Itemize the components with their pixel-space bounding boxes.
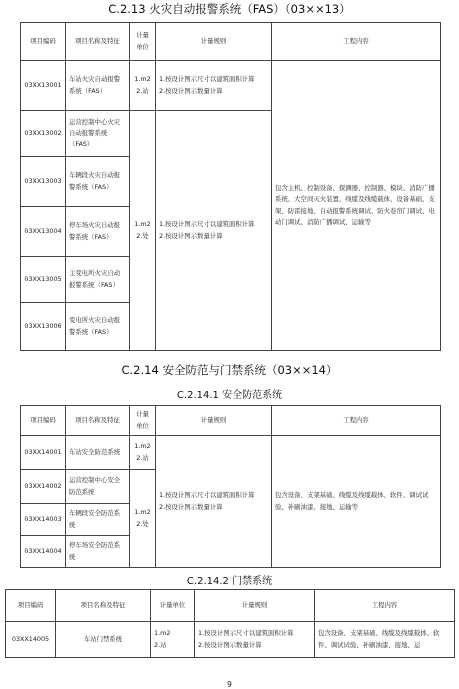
item-name: 车站安全防范系统 (66, 436, 130, 470)
subsection-title-security: C.2.14.1 安全防范系统 (176, 390, 283, 401)
access-control-table (5, 589, 455, 658)
item-name: 停车场火灾自动报警系统（FAS） (66, 207, 130, 257)
item-code: 03XX14002 (21, 470, 66, 504)
item-name: 主变电所火灾自动报警系统（FAS） (66, 257, 130, 303)
item-code: 03XX13001 (21, 61, 66, 111)
item-unit: 1.m2 2.处 (130, 470, 156, 568)
item-rule: 1.按设计图示尺寸以建筑面积计算 2.按设计图示数量计算 (195, 622, 315, 658)
header-unit: 计量单位 (151, 590, 195, 622)
item-code: 03XX13003 (21, 157, 66, 207)
table-row (6, 622, 455, 658)
header-name: 项目名称及特征 (66, 406, 130, 436)
item-name: 车站火灾自动报警系统（FAS） (66, 61, 130, 111)
item-name: 运营控制中心火灾自动报警系统（FAS） (66, 111, 130, 157)
item-content: 包含设备、支架基础、线缆及线缆载体、软件、调试试验、补刷油漆、接地、运 (315, 622, 455, 658)
item-code: 03XX13006 (21, 303, 66, 351)
header-content: 工程内容 (315, 590, 455, 622)
item-code: 03XX14003 (21, 504, 66, 536)
item-code: 03XX14001 (21, 436, 66, 470)
header-unit: 计量单位 (130, 23, 156, 61)
subsection-title-access: C.2.14.2 门禁系统 (186, 576, 273, 587)
item-unit: 1.m2 2.处 (130, 111, 156, 351)
header-name: 项目名称及特征 (66, 23, 130, 61)
item-rule: 1.按设计图示尺寸以建筑面积计算 2.按设计图示数量计算 (156, 61, 272, 111)
item-rule: 1.按设计图示尺寸以建筑面积计算 2.按设计图示数量计算 (156, 436, 272, 568)
item-rule: 1.按设计图示尺寸以建筑面积计算 2.按设计图示数量计算 (156, 111, 272, 351)
section-title-fas: C.2.13 火灾自动报警系统（FAS）（03××13） (108, 2, 351, 16)
header-code: 项目编码 (6, 590, 56, 622)
table-header-row (6, 590, 455, 622)
section-title-security: C.2.14 安全防范与门禁系统（03××14） (121, 363, 338, 377)
header-rule: 计量规则 (195, 590, 315, 622)
header-rule: 计量规则 (156, 406, 272, 436)
fas-table (20, 22, 441, 351)
item-name: 停车场安全防范系统 (66, 536, 130, 568)
item-name: 车辆段火灾自动报警系统（FAS） (66, 157, 130, 207)
header-code: 项目编码 (21, 23, 66, 61)
item-code: 03XX13004 (21, 207, 66, 257)
item-code: 03XX13005 (21, 257, 66, 303)
item-name: 运营控制中心安全防范系统 (66, 470, 130, 504)
item-unit: 1.m2 2.站 (130, 61, 156, 111)
item-code: 03XX14004 (21, 536, 66, 568)
header-unit: 计量单位 (130, 406, 156, 436)
page-number: 9 (227, 680, 232, 689)
security-table (20, 405, 441, 568)
item-unit: 1.m2 2.站 (151, 622, 195, 658)
item-code: 03XX13002 (21, 111, 66, 157)
item-unit: 1.m2 2.站 (130, 436, 156, 470)
item-name: 车辆段安全防范系统 (66, 504, 130, 536)
table-header-row (21, 23, 441, 61)
item-name: 车站门禁系统 (56, 622, 151, 658)
item-content: 包含设备、支架基础、线缆及线缆载体、软件、调试试验、补刷油漆、接地、运输等 (272, 436, 441, 568)
header-content: 工程内容 (272, 406, 441, 436)
header-rule: 计量规则 (156, 23, 272, 61)
item-name: 变电所火灾自动报警系统（FAS） (66, 303, 130, 351)
table-header-row (21, 406, 441, 436)
header-code: 项目编码 (21, 406, 66, 436)
table-row (21, 61, 441, 111)
header-name: 项目名称及特征 (56, 590, 151, 622)
item-code: 03XX14005 (6, 622, 56, 658)
header-content: 工程内容 (272, 23, 441, 61)
item-content: 包含主机、控制设备、探测器、控制器、模块、消防广播系统、大空间灭火装置、线缆及线缆载体、设备基础、支架、防雷接地、自动报警系统调试、防火卷帘门调试、电动门调试、消防广播调试、运输等 (272, 61, 441, 351)
table-row (21, 436, 441, 470)
